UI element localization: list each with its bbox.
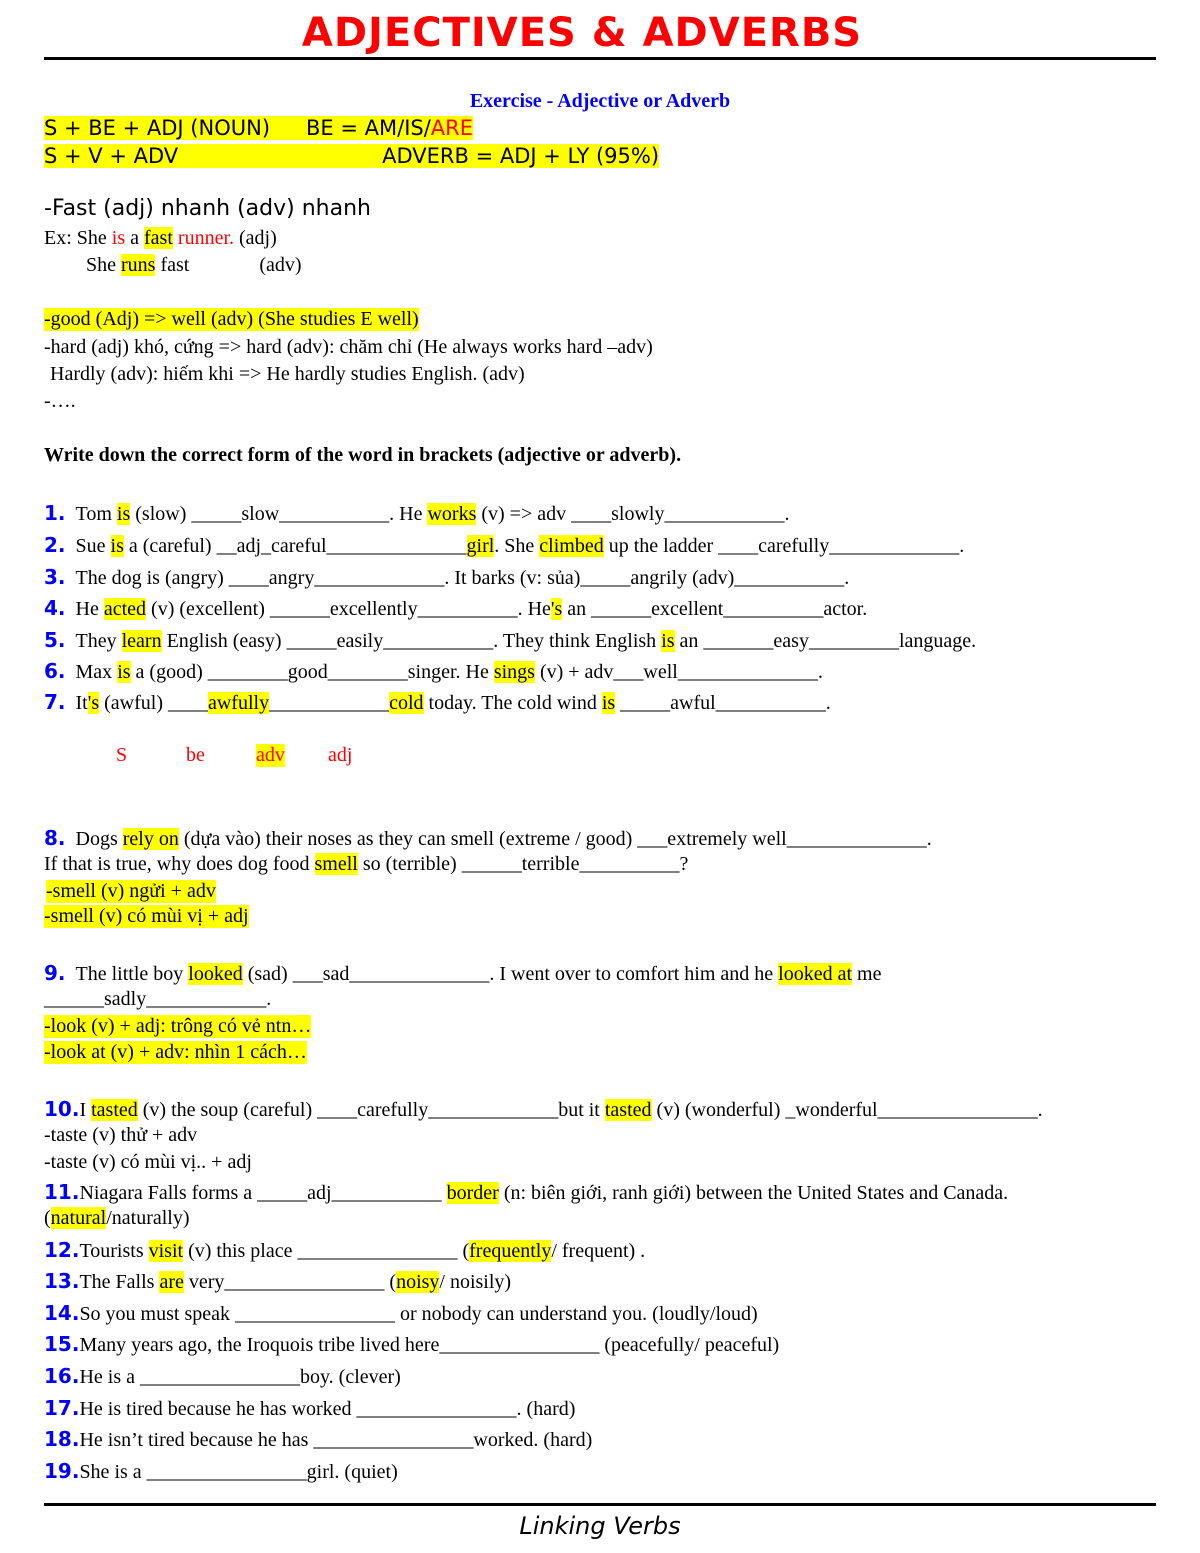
exercise-9: 9. The little boy looked (sad) ___sad______________. I went over to comfort him and he looked at me — [44, 961, 882, 985]
exercise-4: 4. He acted (v) (excellent) ______excellently__________. He's an ______excellent__________actor. — [44, 596, 868, 620]
exercise-11-line2: (natural/naturally) — [44, 1207, 190, 1229]
pattern-be: be — [186, 744, 205, 766]
exercise-9-line2: ______sadly____________. — [44, 988, 272, 1010]
example-2: She runs fast (adv) — [86, 254, 302, 276]
note-hardly: Hardly (adv): hiếm khi => He hardly studies English. (adv) — [50, 363, 525, 385]
note-taste-1: -taste (v) thử + adv — [44, 1124, 198, 1146]
note-taste-2: -taste (v) có mùi vị.. + adj — [44, 1151, 252, 1173]
instruction: Write down the correct form of the word in brackets (adjective or adverb). — [44, 444, 682, 466]
note-hard: -hard (adj) khó, cứng => hard (adv): chăm chỉ (He always works hard –adv) — [44, 336, 653, 358]
note-smell-2: -smell (v) có mùi vị + adj — [44, 905, 249, 927]
formula-be: S + BE + ADJ (NOUN) BE = AM/IS/ARE — [44, 116, 474, 140]
page-title: ADJECTIVES & ADVERBS — [301, 10, 863, 56]
note-look-1: -look (v) + adj: trông có vẻ ntn… — [44, 1015, 312, 1037]
exercise-8-line2: If that is true, why does dog food smell so (terrible) ______terrible__________? — [44, 853, 689, 875]
exercise-5: 5. They learn English (easy) _____easily___________. They think English is an _______easy_________language. — [44, 628, 977, 652]
exercise-10: 10.I tasted (v) the soup (careful) ____carefully_____________but it tasted (v) (wonderful) _wonderful________________. — [44, 1097, 1043, 1121]
bottom-divider — [44, 1503, 1156, 1506]
exercise-18: 18.He isn’t tired because he has ________________worked. (hard) — [44, 1427, 593, 1451]
exercise-subtitle: Exercise - Adjective or Adverb — [469, 90, 731, 112]
footer-title: Linking Verbs — [519, 1512, 681, 1540]
pattern-adv: adv — [256, 744, 285, 766]
exercise-1: 1. Tom is (slow) _____slow___________. He works (v) => adv ____slowly____________. — [44, 501, 790, 525]
exercise-17: 17.He is tired because he has worked ________________. (hard) — [44, 1396, 576, 1420]
fast-heading: -Fast (adj) nhanh (adv) nhanh — [44, 196, 371, 221]
note-good: -good (Adj) => well (adv) (She studies E well) — [44, 308, 419, 330]
exercise-6: 6. Max is a (good) ________good________singer. He sings (v) + adv___well______________. — [44, 659, 823, 683]
exercise-14: 14.So you must speak ________________ or nobody can understand you. (loudly/loud) — [44, 1301, 758, 1325]
pattern-s: S — [116, 744, 128, 766]
exercise-16: 16.He is a ________________boy. (clever) — [44, 1364, 401, 1388]
example-1: Ex: She is a fast runner. (adj) — [44, 227, 277, 249]
top-divider — [44, 57, 1156, 60]
exercise-11: 11.Niagara Falls forms a _____adj___________ border (n: biên giới, ranh giới) between the United States and Canada. — [44, 1180, 1009, 1204]
exercise-19: 19.She is a ________________girl. (quiet) — [44, 1459, 398, 1483]
note-look-2: -look at (v) + adv: nhìn 1 cách… — [44, 1041, 307, 1063]
exercise-2: 2. Sue is a (careful) __adj_careful______________girl. She climbed up the ladder ____carefully_____________. — [44, 533, 965, 557]
pattern-adj: adj — [328, 744, 353, 766]
exercise-15: 15.Many years ago, the Iroquois tribe lived here________________ (peacefully/ peaceful) — [44, 1332, 780, 1356]
exercise-8: 8. Dogs rely on (dựa vào) their noses as they can smell (extreme / good) ___extremely well______________. — [44, 826, 932, 850]
formula-verb: S + V + ADV ADVERB = ADJ + LY (95%) — [44, 144, 660, 168]
exercise-13: 13.The Falls are very________________ (noisy/ noisily) — [44, 1269, 512, 1293]
note-dots: -…. — [44, 390, 76, 412]
exercise-3: 3. The dog is (angry) ____angry_____________. It barks (v: sủa)_____angrily (adv)___________. — [44, 565, 850, 589]
exercise-7: 7. It's (awful) ____awfully____________cold today. The cold wind is _____awful___________. — [44, 690, 831, 714]
exercise-12: 12.Tourists visit (v) this place ________________ (frequently/ frequent) . — [44, 1238, 646, 1262]
note-smell-1: -smell (v) ngửi + adv — [46, 880, 216, 902]
